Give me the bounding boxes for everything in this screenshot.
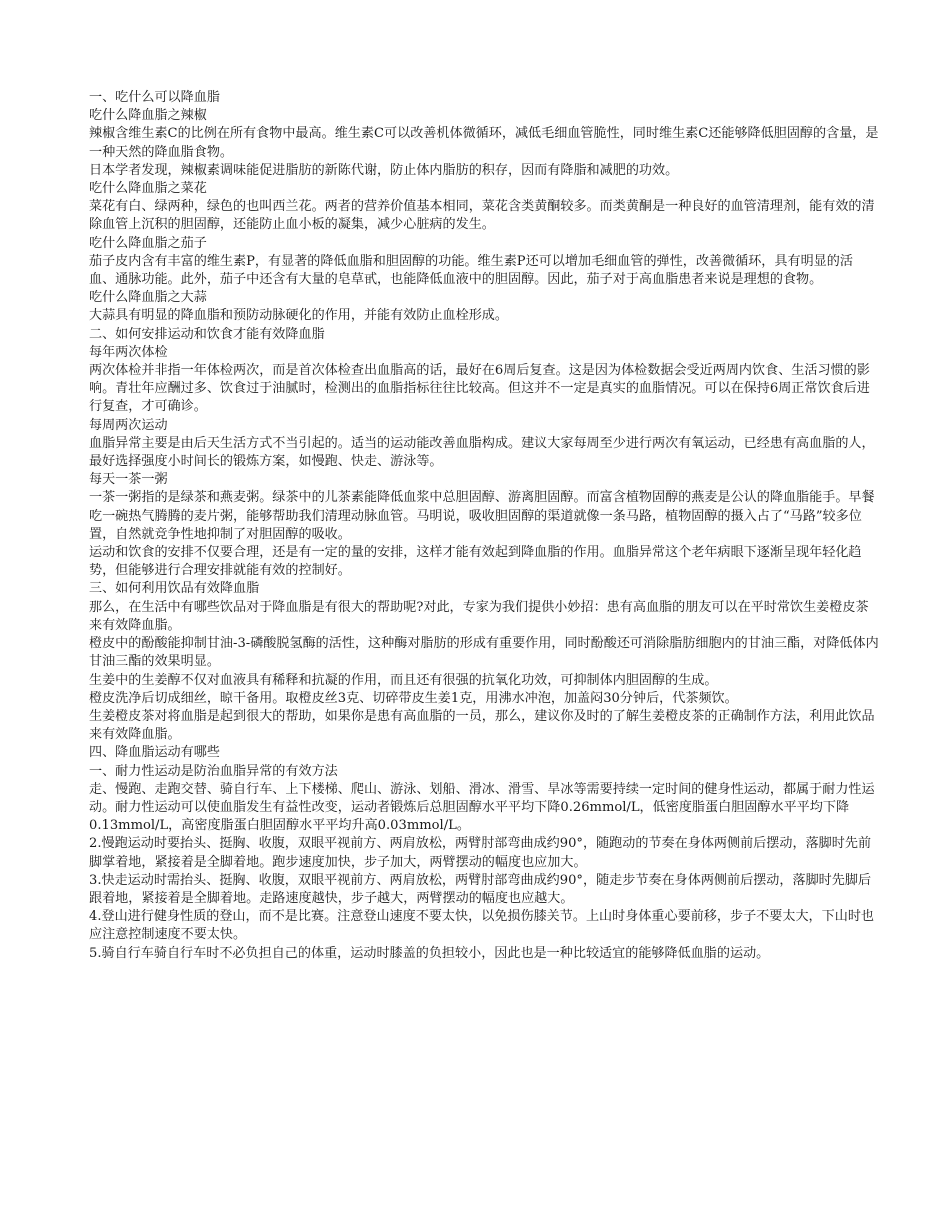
paragraph: 走、慢跑、走跑交替、骑自行车、上下楼梯、爬山、游泳、划船、滑冰、滑雪、旱冰等需要持续一定时间的健身性运动，都属于耐力性运动。耐力性运动可以使血脂发生有益性改变，运动者锻炼后总胆固醇水平平均下降0.26mmol/L，低密度脂蛋白胆固醇水平平均下降0.13mmol/L，高密度脂蛋白胆固醇水平平均升高0.03mmol/L。: [89, 781, 875, 834]
list-item-hiking: 4.登山进行健身性质的登山，而不是比赛。注意登山速度不要太快，以免损伤膝关节。上山时身体重心要前移，步子不要太大，下山时也应注意控制速度不要太快。: [89, 909, 875, 943]
paragraph: 运动和饮食的安排不仅要合理，还是有一定的量的安排，这样才能有效起到降血脂的作用。血脂异常这个老年病眼下逐渐呈现年轻化趋势，但能够进行合理安排就能有效的控制好。: [89, 545, 862, 579]
subheading-checkup: 每年两次体检: [89, 344, 168, 360]
paragraph: 生姜中的生姜醇不仅对血液具有稀释和抗凝的作用，而且还有很强的抗氧化功效，可抑制体内胆固醇的生成。: [89, 672, 718, 688]
list-item-cycling: 5.骑自行车骑自行车时不必负担自己的体重，运动时膝盖的负担较小，因此也是一种比较适宜的能够降低血脂的运动。: [89, 945, 770, 961]
subheading-cauliflower: 吃什么降血脂之菜花: [89, 181, 207, 197]
paragraph: 茄子皮内含有丰富的维生素P，有显著的降低血脂和胆固醇的功能。维生素P还可以增加毛细血管的弹性，改善微循环，具有明显的活血、通脉功能。此外，茄子中还含有大量的皂草甙，也能降低血液中的胆固醇。因此，茄子对于高血脂患者来说是理想的食物。: [89, 253, 853, 288]
section-heading-3: 三、如何利用饮品有效降血脂: [89, 581, 260, 597]
section-heading-1: 一、吃什么可以降血脂: [89, 90, 220, 105]
subheading-exercise: 每周两次运动: [89, 417, 168, 433]
paragraph: 菜花有白、绿两种，绿色的也叫西兰花。两者的营养价值基本相同，菜花含类黄酮较多。而类黄酮是一种良好的血管清理剂，能有效的清除血管上沉积的胆固醇，还能防止血小板的凝集，减少心脏病的发生。: [89, 199, 875, 233]
subheading-endurance: 一、耐力性运动是防治血脂异常的有效方法: [89, 763, 338, 779]
subheading-garlic: 吃什么降血脂之大蒜: [89, 290, 207, 306]
list-item-jogging: 2.慢跑运动时要抬头、挺胸、收腹，双眼平视前方、两肩放松，两臂肘部弯曲成约90°，随跑动的节奏在身体两侧前后摆动，落脚时先前脚掌着地，紧接着是全脚着地。跑步速度加快，步子加大，两臂摆动的幅度也应加大。: [89, 836, 872, 870]
paragraph: 日本学者发现，辣椒素调味能促进脂肪的新陈代谢，防止体内脂肪的积存，因而有降脂和减肥的功效。: [89, 162, 679, 178]
paragraph: 一茶一粥指的是绿茶和燕麦粥。绿茶中的儿茶素能降低血浆中总胆固醇、游离胆固醇。而富含植物固醇的燕麦是公认的降血脂能手。早餐吃一碗热气腾腾的麦片粥，能够帮助我们清理动脉血管。马明说，吸收胆固醇的渠道就像一条马路，植物固醇的摄入占了“马路”较多位置，自然就竞争性地抑制了对胆固醇的吸收。: [89, 490, 875, 542]
document-body: [89, 89, 879, 963]
section-heading-4: 四、降血脂运动有哪些: [89, 745, 220, 761]
paragraph: 两次体检并非指一年体检两次，而是首次体检查出血脂高的话，最好在6周后复查。这是因为体检数据会受近两周内饮食、生活习惯的影响。青壮年应酬过多、饮食过于油腻时，检测出的血脂指标往往比较高。但这并不一定是真实的血脂情况。可以在保持6周正常饮食后进行复查，才可确诊。: [89, 363, 870, 415]
subheading-chili: 吃什么降血脂之辣椒: [89, 108, 207, 124]
paragraph: 那么，在生活中有哪些饮品对于降血脂是有很大的帮助呢?对此，专家为我们提供小妙招：患有高血脂的朋友可以在平时常饮生姜橙皮茶来有效降血脂。: [89, 599, 869, 633]
paragraph: 生姜橙皮茶对将血脂是起到很大的帮助，如果你是患有高血脂的一员，那么，建议你及时的了解生姜橙皮茶的正确制作方法，利用此饮品来有效降血脂。: [89, 708, 875, 743]
subheading-eggplant: 吃什么降血脂之茄子: [89, 235, 207, 251]
section-heading-2: 二、如何安排运动和饮食才能有效降血脂: [89, 326, 325, 342]
paragraph: 辣椒含维生素C的比例在所有食物中最高。维生素C可以改善机体微循环，减低毛细血管脆性，同时维生素C还能够降低胆固醇的含量，是一种天然的降血脂食物。: [89, 126, 879, 160]
subheading-tea-porridge: 每天一茶一粥: [89, 472, 168, 488]
paragraph: 大蒜具有明显的降血脂和预防动脉硬化的作用，并能有效防止血栓形成。: [89, 308, 508, 324]
paragraph: 血脂异常主要是由后天生活方式不当引起的。适当的运动能改善血脂构成。建议大家每周至少进行两次有氧运动，已经患有高血脂的人，最好选择强度小时间长的锻炼方案，如慢跑、快走、游泳等。: [89, 435, 875, 470]
paragraph: 橙皮洗净后切成细丝，晾干备用。取橙皮丝3克、切碎带皮生姜1克，用沸水冲泡，加盖闷30分钟后，代茶频饮。: [89, 690, 738, 706]
list-item-brisk-walking: 3.快走运动时需抬头、挺胸、收腹，双眼平视前方、两肩放松，两臂肘部弯曲成约90°，随走步节奏在身体两侧前后摆动，落脚时先脚后跟着地，紧接着是全脚着地。走路速度越快，步子越大，两臂摆动的幅度也应越大。: [89, 872, 872, 906]
paragraph: 橙皮中的酚酸能抑制甘油-3-磷酸脱氢酶的活性，这种酶对脂肪的形成有重要作用，同时酚酸还可消除脂肪细胞内的甘油三酯，对降低体内甘油三酯的效果明显。: [89, 636, 879, 670]
